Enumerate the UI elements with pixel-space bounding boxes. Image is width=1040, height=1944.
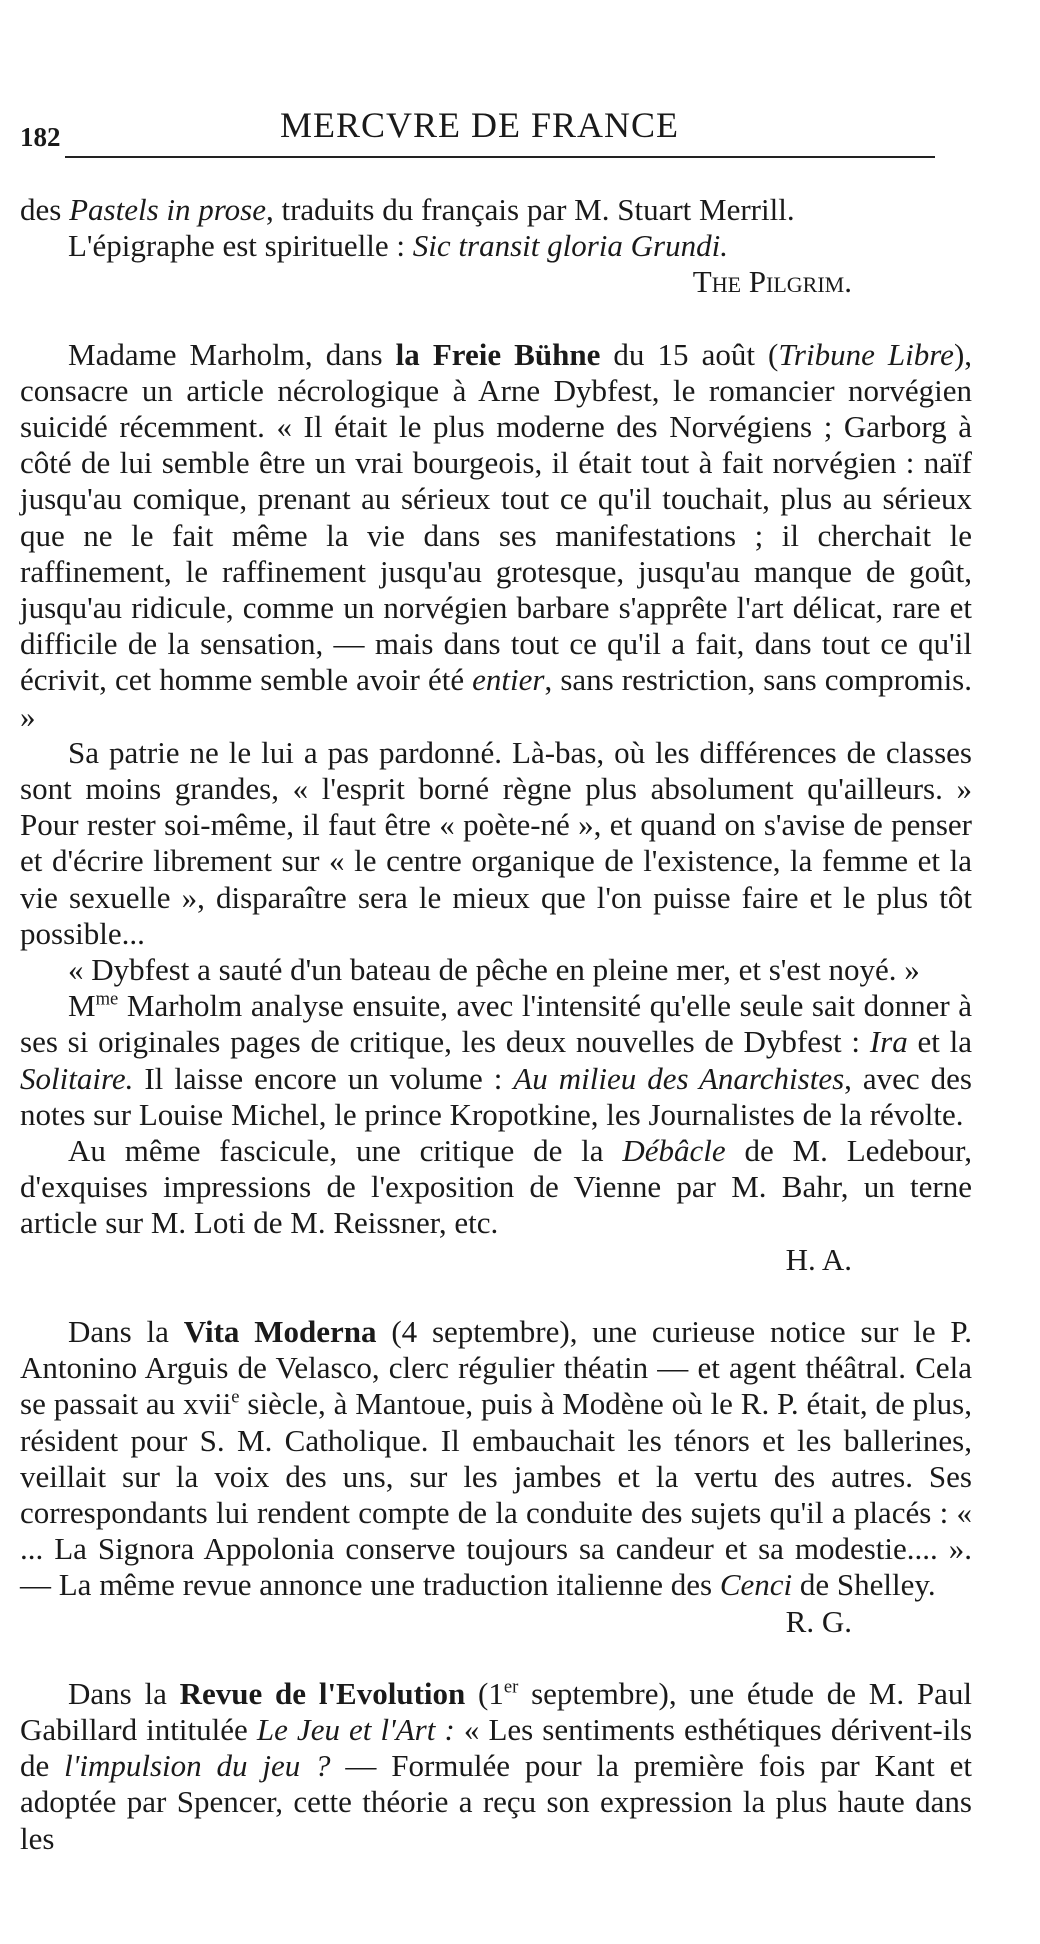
text-run: de M. Ledebour, d'exquises impressions de l'exposition de Vienne par M. Bahr, un terne article sur M. Loti de M. Reissner, etc. <box>20 1133 972 1241</box>
text-run: L'épigraphe est spirituelle : <box>68 228 413 264</box>
text-run: « Dybfest a sauté d'un bateau de pêche en pleine mer, et s'est noyé. » <box>68 952 920 988</box>
text-run: Il laisse encore un volume : <box>133 1060 514 1096</box>
text-run: Pastels in prose <box>69 192 266 227</box>
text-run: H. A. <box>785 1241 852 1277</box>
text-run: des <box>20 192 70 227</box>
text-run: er <box>503 1676 519 1698</box>
text-run: l'impulsion du jeu ? <box>64 1748 331 1784</box>
text-run: et la <box>907 1024 972 1060</box>
text-run: xvii <box>183 1386 232 1422</box>
text-run: Au même fascicule, une critique de la <box>68 1133 623 1169</box>
text-run: Sa patrie ne le lui a pas pardonné. Là-bas, où les différences de classes sont moins grandes, « l'esprit borné règne plus absolument qu'ailleurs. » Pour rester soi-même, il faut être « poète-né », et quand on s'avise de penser et d'écrire librement sur « le centre organique de l'existence, la femme et la vie sexuelle », disparaître sera le mieux que l'on puisse faire et le plus tôt possible... <box>20 734 972 951</box>
text-run: ), consacre un article nécrologique à Arne Dybfest, le romancier norvégien suicidé récemment. « Il était le plus moderne des Norvégiens ; Garborg à côté de lui semble être un vrai bourgeois, il était tout à fait norvégien : naïf jusqu'au comique, prenant au sérieux tout ce qu'il touchait, plus au sérieux que ne le fait même la vie dans ses manifestations ; il cherchait le raffinement, le raffinement jusqu'au grotesque, jusqu'au manque de goût, jusqu'au ridicule, comme un norvégien barbare s'apprête l'art délicat, rare et difficile de la sensation, — mais dans tout ce qu'il a fait, dans tout ce qu'il écrivit, cet homme semble avoir été <box>20 336 973 698</box>
text-run: Dans la <box>68 1313 184 1349</box>
paragraph <box>20 192 972 228</box>
text-run: de Shelley. <box>792 1567 936 1603</box>
text-run: Ira <box>869 1024 908 1060</box>
paragraph <box>20 988 972 1133</box>
text-run: siècle, à Mantoue, puis à Modène où le R. P. était, de plus, résident pour S. M. Catholique. Il embauchait les ténors et les ballerines, veillait sur la voix des uns, sur les jambes et la vertu des autres. Ses correspondants lui rendent compte de la conduite des sujets qu'il a placés : « ... La Signora Appolonia conserve toujours sa candeur et sa modestie.... ». — La même revue annonce une traduction italienne des <box>20 1386 972 1603</box>
text-run: Vita Moderna <box>183 1313 377 1349</box>
text-run: Solitaire. <box>20 1060 134 1096</box>
text-run: Marholm analyse ensuite, avec l'intensité qu'elle seule sait donner à ses si originales pages de critique, les deux nouvelles de Dybfest : <box>20 988 972 1060</box>
text-run: Dans la <box>68 1675 180 1711</box>
signature <box>20 264 972 300</box>
signature <box>20 1242 972 1278</box>
text-run: M <box>68 988 96 1024</box>
text-run: Madame Marholm, dans <box>68 336 396 372</box>
text-run: me <box>95 988 119 1010</box>
text-run: R. G. <box>785 1603 852 1639</box>
text-run: Tribune Libre <box>778 336 954 372</box>
paragraph <box>20 735 972 952</box>
text-run: (4 septembre), une curieuse notice sur le P. Antonino Arguis de Velasco, clerc régulier théatin — et agent théâtral. Cela se passait au <box>20 1313 972 1422</box>
text-run: Au milieu des Anarchistes <box>513 1060 845 1096</box>
page-header <box>20 104 920 160</box>
text-run: septembre), une étude de M. Paul Gabillard intitulée <box>20 1675 972 1747</box>
text-run: (1 <box>465 1675 504 1711</box>
paragraph <box>20 228 972 264</box>
paragraph <box>20 1676 972 1857</box>
text-run: e <box>231 1386 240 1408</box>
text-run: — Formulée pour la première fois par Kant et adoptée par Spencer, cette théorie a reçu son expression la plus haute dans les <box>20 1748 972 1856</box>
paragraph <box>20 1314 972 1604</box>
text-run: The Pilgrim. <box>692 264 852 300</box>
page-body <box>20 192 972 1857</box>
text-run: Le Jeu et l'Art : <box>256 1711 455 1747</box>
text-run: , sans restriction, sans compromis. » <box>20 662 972 734</box>
text-run: « Les sentiments esthétiques dérivent-ils de <box>20 1711 973 1784</box>
text-run: du 15 août ( <box>600 336 779 372</box>
page-number: 182 <box>20 122 61 152</box>
text-run: , avec des notes sur Louise Michel, le prince Kropotkine, les Journalistes de la révolte. <box>20 1060 972 1132</box>
text-run: Revue de l'Evolution <box>179 1675 466 1711</box>
running-title: MERCVRE DE FRANCE <box>280 105 680 145</box>
signature <box>20 1604 972 1640</box>
text-run: Sic transit gloria Grundi. <box>412 228 728 264</box>
paragraph <box>20 1133 972 1242</box>
header-rule <box>65 156 935 158</box>
text-run: , traduits du français par M. Stuart Merrill. <box>265 192 795 227</box>
text-run: entier <box>472 662 545 698</box>
text-run: la Freie Bühne <box>395 336 601 372</box>
paragraph <box>20 337 972 735</box>
paragraph <box>20 952 972 988</box>
text-run: Cenci <box>719 1567 793 1603</box>
text-run: Débâcle <box>622 1133 726 1169</box>
